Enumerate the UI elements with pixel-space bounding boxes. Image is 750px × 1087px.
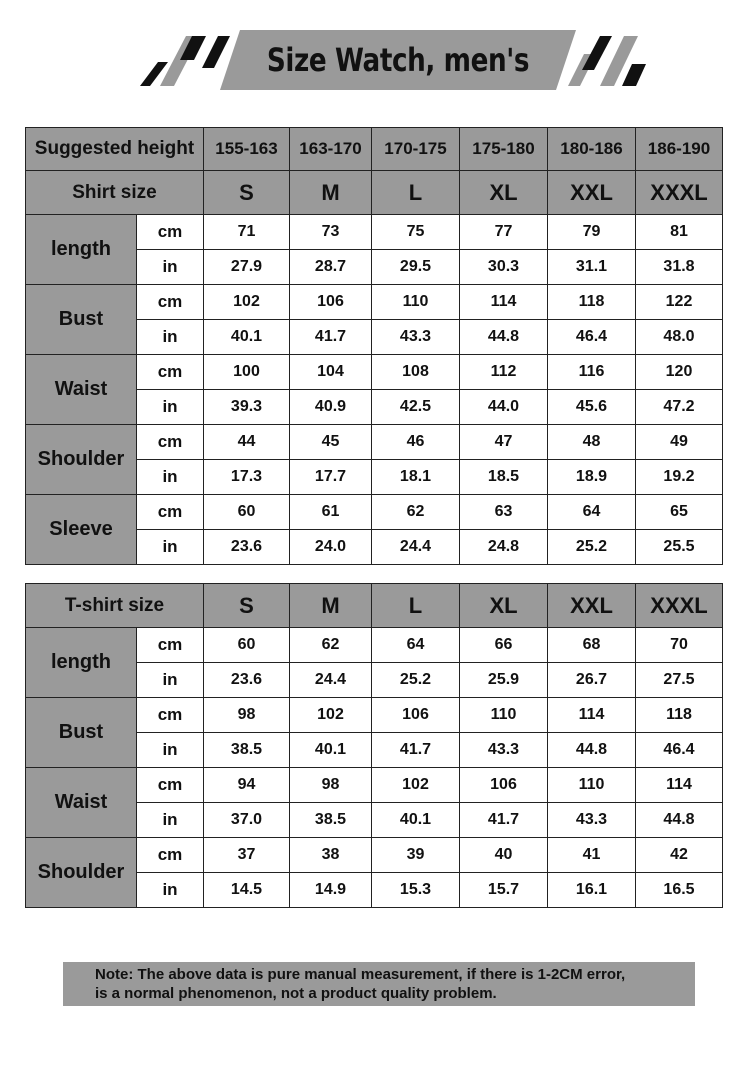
value-cm-cell: 68 [548,628,636,663]
value-in-cell: 15.3 [372,873,460,908]
value-in-cell: 39.3 [204,390,290,425]
value-cm-cell: 98 [204,698,290,733]
measurement-name: length [26,628,137,698]
value-cm-cell: 37 [204,838,290,873]
value-in-cell: 31.1 [548,250,636,285]
value-cm-cell: 110 [548,768,636,803]
right-stripes-decoration [560,36,660,86]
value-in-cell: 19.2 [636,460,723,495]
measurement-name: Shoulder [26,425,137,495]
value-in-cell: 14.5 [204,873,290,908]
value-cm-cell: 65 [636,495,723,530]
measure-row-cm [26,698,723,733]
value-cm-cell: 116 [548,355,636,390]
suggested-height-label: Suggested height [26,128,204,171]
value-cm-cell: 46 [372,425,460,460]
header [0,0,750,100]
measurement-name: Bust [26,285,137,355]
measure-row-cm [26,215,723,250]
value-in-cell: 25.2 [548,530,636,565]
size-cell: L [372,584,460,628]
value-in-cell: 23.6 [204,663,290,698]
value-in-cell: 40.1 [204,320,290,355]
value-cm-cell: 102 [290,698,372,733]
value-in-cell: 30.3 [460,250,548,285]
value-in-cell: 47.2 [636,390,723,425]
height-range-cell: 170-175 [372,128,460,171]
value-cm-cell: 48 [548,425,636,460]
unit-cm-label: cm [137,215,204,250]
unit-in-label: in [137,320,204,355]
value-cm-cell: 100 [204,355,290,390]
value-in-cell: 17.3 [204,460,290,495]
height-range-cell: 155-163 [204,128,290,171]
value-cm-cell: 60 [204,495,290,530]
value-in-cell: 18.9 [548,460,636,495]
value-in-cell: 25.5 [636,530,723,565]
value-cm-cell: 40 [460,838,548,873]
note-text: Note: The above data is pure manual measurement, if there is 1-2CM error, is a normal phenomenon, not a product quality problem. [95,966,626,1002]
value-in-cell: 31.8 [636,250,723,285]
value-in-cell: 16.5 [636,873,723,908]
value-cm-cell: 102 [372,768,460,803]
shirt-size-table [25,127,723,565]
unit-cm-label: cm [137,628,204,663]
size-cell: M [290,584,372,628]
value-in-cell: 40.9 [290,390,372,425]
size-cell: XXXL [636,171,723,215]
value-in-cell: 41.7 [290,320,372,355]
unit-cm-label: cm [137,355,204,390]
measurement-name: Sleeve [26,495,137,565]
value-cm-cell: 79 [548,215,636,250]
unit-cm-label: cm [137,698,204,733]
measurement-name: Waist [26,768,137,838]
value-cm-cell: 41 [548,838,636,873]
value-in-cell: 25.2 [372,663,460,698]
value-in-cell: 43.3 [372,320,460,355]
value-cm-cell: 106 [372,698,460,733]
height-range-cell: 180-186 [548,128,636,171]
value-cm-cell: 71 [204,215,290,250]
value-in-cell: 27.9 [204,250,290,285]
value-cm-cell: 118 [636,698,723,733]
value-in-cell: 24.8 [460,530,548,565]
unit-cm-label: cm [137,768,204,803]
size-cell: XXL [548,584,636,628]
value-cm-cell: 110 [372,285,460,320]
size-label: Shirt size [26,171,204,215]
value-cm-cell: 114 [636,768,723,803]
value-cm-cell: 106 [460,768,548,803]
size-cell: XL [460,171,548,215]
unit-cm-label: cm [137,838,204,873]
size-cell: S [204,171,290,215]
value-cm-cell: 61 [290,495,372,530]
value-cm-cell: 64 [548,495,636,530]
value-in-cell: 18.1 [372,460,460,495]
value-in-cell: 40.1 [372,803,460,838]
value-cm-cell: 94 [204,768,290,803]
size-cell: XXL [548,171,636,215]
height-range-cell: 163-170 [290,128,372,171]
value-cm-cell: 60 [204,628,290,663]
value-in-cell: 46.4 [636,733,723,768]
value-in-cell: 41.7 [460,803,548,838]
value-cm-cell: 64 [372,628,460,663]
value-in-cell: 14.9 [290,873,372,908]
measure-row-cm [26,425,723,460]
value-cm-cell: 108 [372,355,460,390]
value-cm-cell: 110 [460,698,548,733]
measurement-name: Waist [26,355,137,425]
size-cell: M [290,171,372,215]
measure-row-cm [26,838,723,873]
unit-in-label: in [137,663,204,698]
measurement-name: length [26,215,137,285]
value-in-cell: 38.5 [290,803,372,838]
value-in-cell: 25.9 [460,663,548,698]
value-in-cell: 26.7 [548,663,636,698]
value-in-cell: 38.5 [204,733,290,768]
value-cm-cell: 44 [204,425,290,460]
value-in-cell: 42.5 [372,390,460,425]
value-in-cell: 41.7 [372,733,460,768]
value-cm-cell: 112 [460,355,548,390]
value-cm-cell: 73 [290,215,372,250]
value-cm-cell: 120 [636,355,723,390]
tshirt-size-table [25,583,723,908]
value-in-cell: 44.8 [636,803,723,838]
height-range-cell: 186-190 [636,128,723,171]
measurement-name: Shoulder [26,838,137,908]
unit-in-label: in [137,803,204,838]
value-in-cell: 46.4 [548,320,636,355]
size-row [26,171,723,215]
value-in-cell: 16.1 [548,873,636,908]
value-cm-cell: 75 [372,215,460,250]
size-label: T-shirt size [26,584,204,628]
value-cm-cell: 45 [290,425,372,460]
value-in-cell: 45.6 [548,390,636,425]
value-in-cell: 17.7 [290,460,372,495]
unit-cm-label: cm [137,495,204,530]
value-in-cell: 43.3 [460,733,548,768]
value-cm-cell: 38 [290,838,372,873]
value-in-cell: 44.0 [460,390,548,425]
size-cell: L [372,171,460,215]
value-cm-cell: 118 [548,285,636,320]
unit-cm-label: cm [137,285,204,320]
value-cm-cell: 42 [636,838,723,873]
value-cm-cell: 122 [636,285,723,320]
value-cm-cell: 39 [372,838,460,873]
measurement-name: Bust [26,698,137,768]
measure-row-cm [26,285,723,320]
size-cell: S [204,584,290,628]
measure-row-cm [26,628,723,663]
value-cm-cell: 81 [636,215,723,250]
note-box [63,962,695,1006]
value-in-cell: 28.7 [290,250,372,285]
unit-in-label: in [137,530,204,565]
value-cm-cell: 114 [460,285,548,320]
value-in-cell: 44.8 [548,733,636,768]
unit-in-label: in [137,873,204,908]
unit-cm-label: cm [137,425,204,460]
value-cm-cell: 104 [290,355,372,390]
value-in-cell: 24.4 [372,530,460,565]
value-in-cell: 44.8 [460,320,548,355]
size-cell: XL [460,584,548,628]
unit-in-label: in [137,250,204,285]
size-row [26,584,723,628]
value-in-cell: 23.6 [204,530,290,565]
height-range-cell: 175-180 [460,128,548,171]
page-title: Size Watch, men's [266,41,530,79]
value-cm-cell: 114 [548,698,636,733]
value-in-cell: 37.0 [204,803,290,838]
measure-row-cm [26,495,723,530]
unit-in-label: in [137,460,204,495]
measure-row-cm [26,768,723,803]
value-cm-cell: 77 [460,215,548,250]
value-in-cell: 43.3 [548,803,636,838]
value-cm-cell: 47 [460,425,548,460]
value-cm-cell: 49 [636,425,723,460]
value-in-cell: 29.5 [372,250,460,285]
measure-row-cm [26,355,723,390]
value-in-cell: 18.5 [460,460,548,495]
value-cm-cell: 70 [636,628,723,663]
value-in-cell: 48.0 [636,320,723,355]
value-in-cell: 24.0 [290,530,372,565]
value-in-cell: 15.7 [460,873,548,908]
value-cm-cell: 62 [372,495,460,530]
value-cm-cell: 102 [204,285,290,320]
height-row [26,128,723,171]
value-in-cell: 27.5 [636,663,723,698]
unit-in-label: in [137,390,204,425]
value-cm-cell: 106 [290,285,372,320]
value-cm-cell: 62 [290,628,372,663]
unit-in-label: in [137,733,204,768]
value-in-cell: 40.1 [290,733,372,768]
value-cm-cell: 63 [460,495,548,530]
value-cm-cell: 66 [460,628,548,663]
value-in-cell: 24.4 [290,663,372,698]
value-cm-cell: 98 [290,768,372,803]
size-cell: XXXL [636,584,723,628]
